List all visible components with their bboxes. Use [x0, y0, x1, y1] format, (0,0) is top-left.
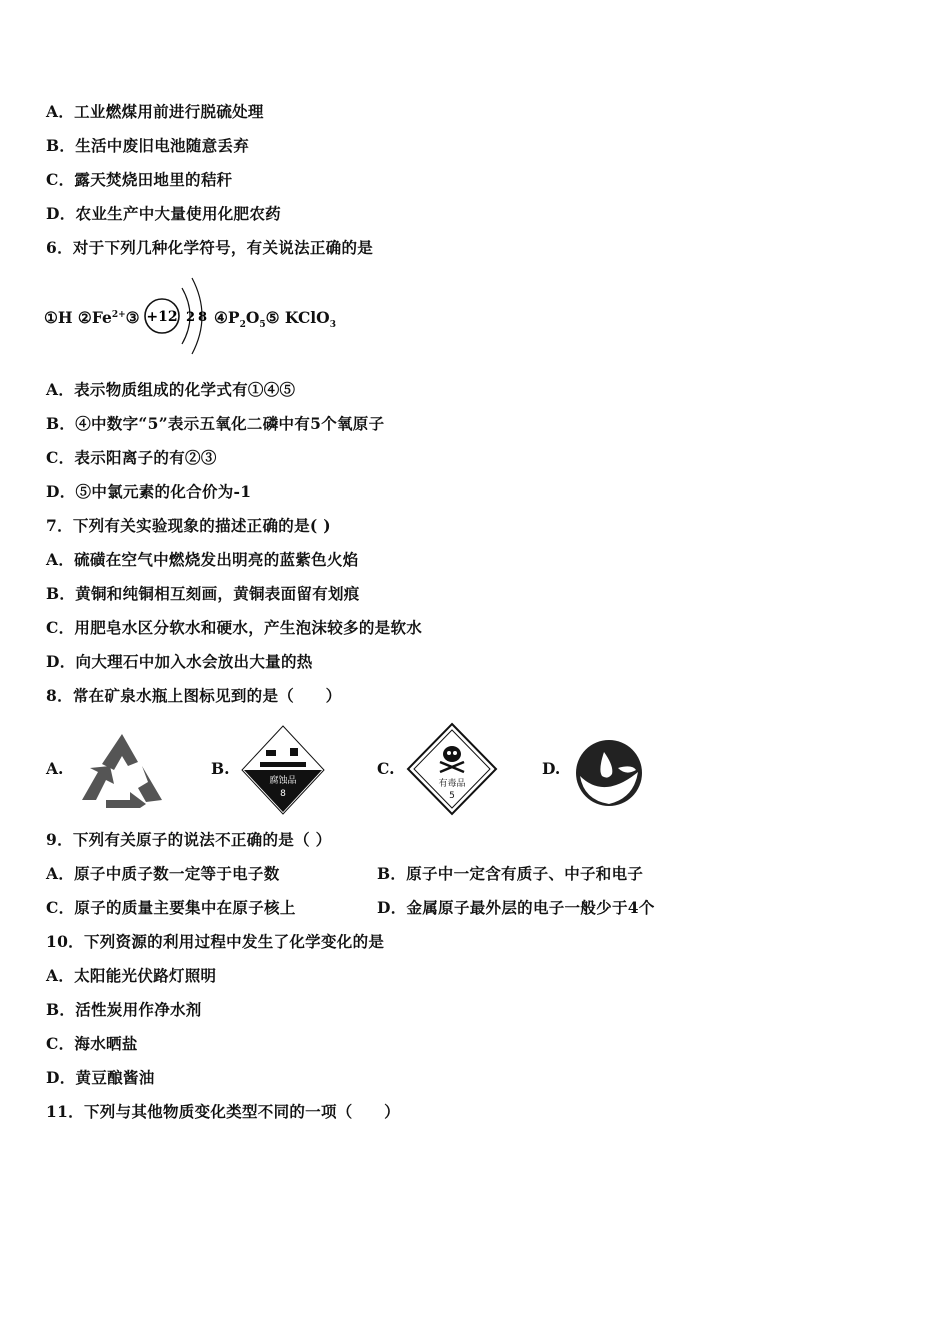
mg-ion-structure-diagram	[140, 270, 220, 360]
line-q10d: D．黄豆酿酱油	[46, 1068, 155, 1087]
symbols-p2o5-kclo3: $④P_2O_5⑤$ KClO$_3$	[214, 308, 336, 331]
question-10: 10．下列资源的利用过程中发生了化学变化的是	[46, 932, 385, 951]
svg-text:8: 8	[198, 310, 208, 325]
line-q9b: B．原子中一定含有质子、中子和电子	[377, 864, 644, 883]
question-6: 6．对于下列几种化学符号，有关说法正确的是	[46, 238, 374, 257]
svg-text:+12: +12	[146, 309, 178, 325]
line-q5c: C．露天焚烧田地里的秸秆	[46, 170, 233, 189]
question-8: 8．常在矿泉水瓶上图标见到的是（ ）	[46, 686, 342, 705]
svg-text:腐蚀品: 腐蚀品	[269, 776, 297, 786]
line-q9d: D．金属原子最外层的电子一般少于4个	[377, 898, 655, 917]
line-q7b: B．黄铜和纯铜相互刻画，黄铜表面留有划痕	[46, 584, 360, 603]
option-a-label: A.	[46, 759, 64, 778]
svg-text:8: 8	[280, 789, 286, 799]
line-q5b: B．生活中废旧电池随意丢弃	[46, 136, 250, 155]
option-d-label: D.	[542, 759, 561, 778]
toxic-icon	[406, 722, 498, 816]
chemical-symbols	[44, 268, 464, 364]
line-q7d: D．向大理石中加入水会放出大量的热	[46, 652, 313, 671]
line-q7c: C．用肥皂水区分软水和硬水，产生泡沫较多的是软水	[46, 618, 423, 637]
line-q6b: B．④中数字“5”表示五氧化二磷中有5个氧原子	[46, 414, 385, 433]
option-c-label: C.	[377, 759, 395, 778]
line-q5d: D．农业生产中大量使用化肥农药	[46, 204, 281, 223]
line-q9a: A．原子中质子数一定等于电子数	[46, 864, 280, 883]
svg-text:5: 5	[449, 791, 455, 801]
line-q10b: B．活性炭用作净水剂	[46, 1000, 202, 1019]
water-saving-icon	[574, 738, 644, 808]
symbols-h-fe: ①H $②Fe^{2+}③$	[44, 308, 140, 327]
line-q9c: C．原子的质量主要集中在原子核上	[46, 898, 296, 917]
corrosive-icon	[240, 724, 326, 816]
line-q6a: A．表示物质组成的化学式有①④⑤	[46, 380, 296, 399]
svg-text:2: 2	[186, 310, 196, 325]
option-b-label: B.	[211, 759, 230, 778]
line-q10c: C．海水晒盐	[46, 1034, 138, 1053]
question-7: 7．下列有关实验现象的描述正确的是( )	[46, 516, 331, 535]
line-q6c: C．表示阳离子的有②③	[46, 448, 217, 467]
line-q6d: D．⑤中氯元素的化合价为-1	[46, 482, 252, 501]
svg-text:有毒品: 有毒品	[438, 779, 466, 789]
recycle-icon	[76, 730, 168, 812]
line-q7a: A．硫磺在空气中燃烧发出明亮的蓝紫色火焰	[46, 550, 359, 569]
q8-icon-options	[0, 722, 950, 822]
line-q5a: A．工业燃煤用前进行脱硫处理	[46, 102, 264, 121]
line-q10a: A．太阳能光伏路灯照明	[46, 966, 217, 985]
question-9: 9．下列有关原子的说法不正确的是（ ）	[46, 830, 332, 849]
question-11: 11．下列与其他物质变化类型不同的一项（ ）	[46, 1102, 400, 1121]
